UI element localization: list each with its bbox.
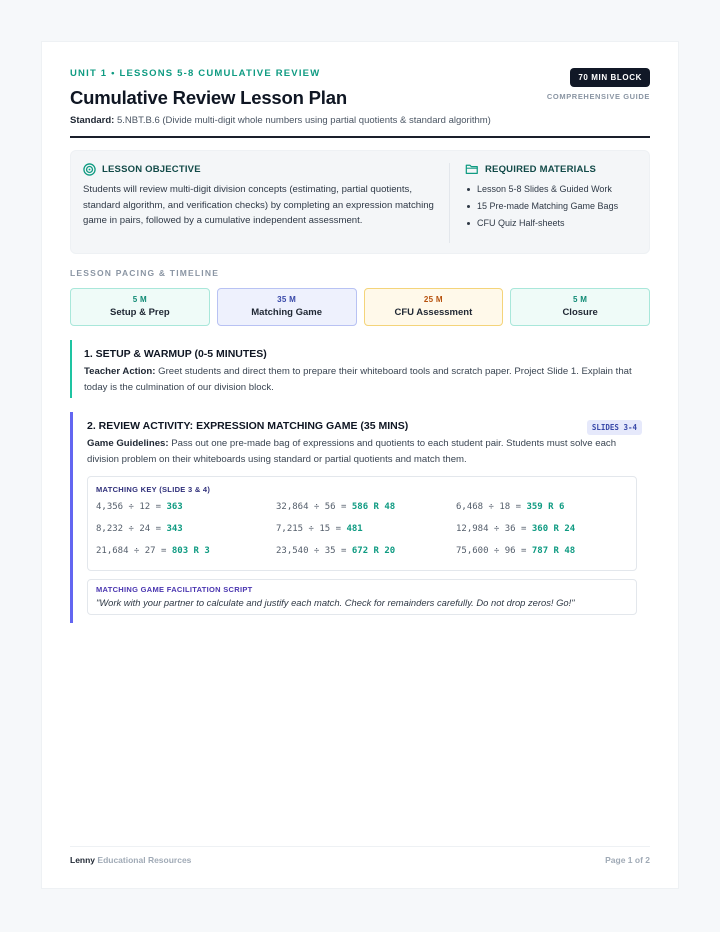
page-footer	[70, 846, 650, 865]
step-text	[84, 364, 650, 396]
brand-name: Lenny	[70, 855, 96, 865]
page-content	[70, 68, 650, 623]
key-expression: 7,215 ÷ 15 =	[276, 524, 342, 534]
materials-heading	[465, 163, 645, 175]
unit-eyebrow: UNIT 1 • LESSONS 5-8 CUMULATIVE REVIEW	[70, 68, 321, 79]
pace-block-setup	[70, 288, 210, 326]
key-answer: 359 R 6	[526, 502, 565, 512]
page-number: Page 1 of 2	[605, 855, 650, 865]
target-icon	[83, 163, 96, 176]
step-heading: 2. REVIEW ACTIVITY: EXPRESSION MATCHING GAME (35 MINS)	[87, 420, 409, 432]
step-body: Greet students and direct them to prepare their whiteboard tools and scratch paper. Project Slide 1. Explain that today is the culmination of our division block.	[84, 366, 632, 393]
key-expression: 12,984 ÷ 36 =	[456, 524, 527, 534]
materials-heading-label: REQUIRED MATERIALS	[485, 163, 597, 175]
pace-name: Setup & Prep	[110, 307, 170, 318]
footer-brand	[70, 855, 191, 865]
key-entry	[276, 544, 456, 566]
key-entry	[96, 500, 276, 522]
pacing-heading: LESSON PACING & TIMELINE	[70, 268, 220, 278]
pace-minutes: 5 M	[573, 295, 588, 304]
key-entry	[456, 522, 636, 544]
key-answer: 787 R 48	[531, 546, 576, 556]
standard-label: Standard:	[70, 115, 115, 126]
pace-minutes: 5 M	[132, 295, 147, 304]
materials-list	[465, 181, 645, 232]
key-entry	[96, 544, 276, 566]
pace-name: Matching Game	[251, 307, 322, 318]
step-label: Game Guidelines:	[87, 438, 169, 449]
page-title: Cumulative Review Lesson Plan	[70, 87, 347, 108]
matching-key-box	[87, 476, 637, 571]
key-answer: 672 R 20	[351, 546, 396, 556]
key-answer: 343	[166, 524, 183, 534]
pace-block-cfu	[364, 288, 504, 326]
key-expression: 32,864 ÷ 56 =	[276, 502, 347, 512]
key-expression: 8,232 ÷ 24 =	[96, 524, 162, 534]
guide-label: COMPREHENSIVE GUIDE	[546, 92, 650, 101]
key-answer: 360 R 24	[531, 524, 576, 534]
key-answer: 586 R 48	[351, 502, 396, 512]
key-answer: 803 R 3	[171, 546, 210, 556]
objective-heading	[83, 163, 441, 176]
key-entry	[96, 522, 276, 544]
materials-item: CFU Quiz Half-sheets	[465, 215, 645, 232]
objective-heading-label: LESSON OBJECTIVE	[102, 164, 201, 175]
pace-name: CFU Assessment	[394, 307, 473, 318]
key-expression: 4,356 ÷ 12 =	[96, 502, 162, 512]
pace-minutes: 35 M	[277, 295, 297, 304]
objective-text: Students will review multi-digit division concepts (estimating, partial quotients, standard algorithm, and verification checks) by completing an expression matching game in pairs, followed by a cumulative independent assessment.	[83, 184, 434, 227]
pace-minutes: 25 M	[423, 295, 443, 304]
materials-item: 15 Pre-made Matching Game Bags	[465, 198, 645, 215]
key-expression: 23,540 ÷ 35 =	[276, 546, 347, 556]
key-entry	[276, 500, 456, 522]
materials-section	[465, 163, 645, 232]
matching-key-grid	[96, 500, 628, 566]
folder-icon	[465, 163, 479, 175]
header	[70, 68, 650, 138]
facilitation-script-box	[87, 579, 637, 615]
key-entry	[456, 544, 636, 566]
key-answer: 363	[166, 502, 183, 512]
pace-name: Closure	[562, 307, 598, 318]
step-text	[87, 436, 650, 468]
key-expression: 6,468 ÷ 18 =	[456, 502, 522, 512]
objective-materials-box	[70, 150, 650, 254]
materials-item: Lesson 5-8 Slides & Guided Work	[465, 181, 645, 198]
step-review-activity	[70, 412, 650, 623]
lesson-plan-page	[42, 42, 678, 888]
time-badge: 70 MIN BLOCK	[570, 68, 650, 87]
step-setup-warmup	[70, 340, 650, 398]
pacing-timeline	[70, 288, 650, 326]
step-heading: 1. SETUP & WARMUP (0-5 MINUTES)	[84, 348, 267, 360]
step-label: Teacher Action:	[84, 366, 156, 377]
slides-badge: SLIDES 3-4	[587, 420, 642, 435]
pace-block-closure	[510, 288, 650, 326]
script-heading: MATCHING GAME FACILITATION SCRIPT	[96, 585, 253, 594]
script-text: "Work with your partner to calculate and justify each match. Check for remainders carefully. Do not drop zeros! Go!"	[96, 597, 575, 608]
pace-block-matching	[217, 288, 357, 326]
standard-line	[70, 115, 650, 126]
header-rule	[70, 136, 650, 138]
section-divider	[449, 163, 450, 243]
key-entry	[276, 522, 456, 544]
brand-suffix: Educational Resources	[97, 855, 192, 865]
objective-section	[83, 163, 441, 229]
key-expression: 75,600 ÷ 96 =	[456, 546, 527, 556]
key-expression: 21,684 ÷ 27 =	[96, 546, 167, 556]
key-answer: 481	[346, 524, 363, 534]
step-body: Pass out one pre-made bag of expressions and quotients to each student pair. Students must solve each division problem on their whiteboards using standard or partial quotients and match them.	[87, 438, 617, 465]
key-entry	[456, 500, 636, 522]
standard-text: 5.NBT.B.6 (Divide multi-digit whole numbers using partial quotients & standard algorithm)	[116, 115, 491, 126]
matching-key-heading: MATCHING KEY (SLIDE 3 & 4)	[96, 485, 211, 494]
